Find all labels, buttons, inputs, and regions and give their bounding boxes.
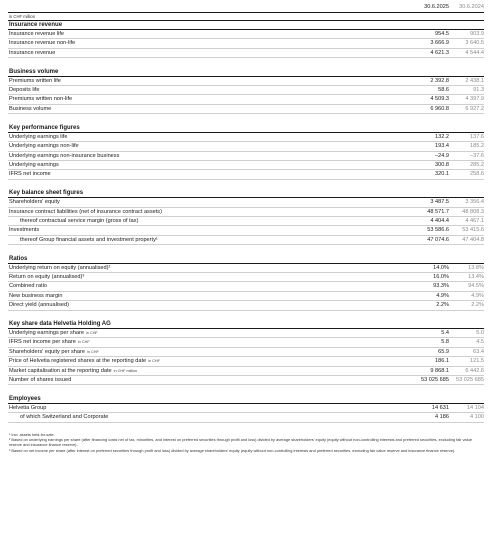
row-label-text: Insurance revenue non-life	[9, 40, 76, 47]
row-label	[8, 152, 419, 160]
row-label-text: Combined ratio	[9, 283, 47, 290]
unit-label: in CHF million	[8, 13, 484, 21]
table-row	[8, 95, 484, 104]
row-label	[8, 301, 419, 309]
section-gap	[8, 311, 484, 321]
row-label-text: Price of Helvetia registered shares at the reporting date	[9, 358, 147, 365]
value-2025: 53 586.6	[427, 227, 449, 234]
value-2024: 6 442.6	[465, 367, 484, 374]
row-label-text: Underlying earnings non-life	[9, 143, 79, 150]
table-row	[8, 49, 484, 58]
section-gap	[8, 385, 484, 395]
value-2025: 2 392.8	[430, 77, 449, 84]
row-label-text: Underlying return on equity (annualised)²	[9, 264, 111, 271]
section-title: Key share data Helvetia Holding AG	[8, 320, 484, 329]
value-2025: 9 868.1	[430, 367, 449, 374]
row-label-text: Premiums written life	[9, 77, 61, 84]
row-label	[8, 208, 419, 216]
row-label	[8, 142, 419, 150]
table-row	[8, 329, 484, 338]
table-row	[8, 86, 484, 95]
value-2024: 4.9%	[471, 292, 484, 299]
row-label	[8, 236, 419, 244]
sections-container	[8, 21, 484, 423]
value-2024: –37.6	[470, 152, 484, 159]
row-label-text: thereof contractual service margin (gross of tax)	[20, 217, 139, 224]
row-label-text: Number of shares issued	[9, 377, 72, 384]
column-header-row	[8, 3, 484, 13]
value-2025: 58.6	[438, 87, 449, 94]
row-label-text: IFRS net income per share	[9, 339, 76, 346]
value-2025: 132.2	[435, 133, 449, 140]
row-label-text: Underlying earnings	[9, 161, 59, 168]
row-label	[8, 170, 419, 178]
table-row	[8, 39, 484, 48]
value-2025: 2.2%	[436, 302, 449, 309]
table-row	[8, 404, 484, 413]
value-2025: 3 487.5	[430, 199, 449, 206]
row-label	[8, 95, 419, 103]
value-2025: 16.0%	[433, 274, 449, 281]
column-header-2024: 30.6.2024	[459, 4, 484, 10]
value-2024: 53 415.6	[462, 227, 484, 234]
table-row	[8, 264, 484, 273]
value-2024: 4.5	[476, 339, 484, 346]
section-title: Ratios	[8, 255, 484, 264]
row-label	[8, 86, 419, 94]
row-label-text: Deposits life	[9, 87, 40, 94]
value-2025: 4.9%	[436, 292, 449, 299]
row-label	[8, 292, 419, 300]
row-unit: in CHF	[85, 331, 98, 336]
value-2024: 48 808.3	[462, 208, 484, 215]
row-label	[8, 376, 419, 384]
value-2024: 121.5	[470, 358, 484, 365]
row-label-text: Underlying earnings non-insurance business	[9, 152, 120, 159]
section-gap	[8, 180, 484, 190]
value-2024: 2 438.1	[465, 77, 484, 84]
row-label-text: IFRS net income	[9, 171, 51, 178]
row-unit: in CHF	[87, 349, 99, 354]
row-label-text: Direct yield (annualised)	[9, 302, 70, 309]
table-row	[8, 77, 484, 86]
value-2024: 4 100	[470, 414, 484, 421]
value-2024: 3 356.4	[465, 199, 484, 206]
row-label	[8, 77, 419, 85]
value-2025: 53 025 685	[421, 377, 449, 384]
value-2024: 185.2	[470, 143, 484, 150]
table-row	[8, 30, 484, 39]
table-row	[8, 282, 484, 291]
key-figures-page	[8, 0, 484, 453]
table-row	[8, 133, 484, 142]
value-2025: 320.1	[435, 171, 449, 178]
table-row	[8, 142, 484, 151]
row-label-text: Market capitalisation at the reporting date	[9, 367, 112, 374]
row-label	[8, 39, 419, 47]
value-2025: 5.4	[441, 330, 449, 337]
value-2024: 13.8%	[468, 264, 484, 271]
value-2024: 3 640.5	[465, 40, 484, 47]
table-row	[8, 170, 484, 179]
value-2024: 4 544.4	[465, 49, 484, 56]
section-title: Insurance revenue	[8, 21, 484, 30]
table-row	[8, 292, 484, 301]
table-row	[8, 161, 484, 170]
value-2025: 300.8	[435, 161, 449, 168]
table-row	[8, 348, 484, 357]
row-label	[8, 49, 419, 57]
row-label	[8, 217, 419, 225]
table-row	[8, 273, 484, 282]
value-2025: 48 571.7	[427, 208, 449, 215]
value-2024: 285.2	[470, 161, 484, 168]
value-2024: 47 404.8	[462, 236, 484, 243]
value-2025: 4 404.4	[430, 217, 449, 224]
row-unit: in CHF	[77, 340, 90, 345]
row-label	[8, 273, 419, 281]
value-2025: 14.0%	[433, 264, 449, 271]
table-row	[8, 152, 484, 161]
table-row	[8, 357, 484, 366]
row-label	[8, 198, 419, 206]
row-label	[8, 367, 419, 375]
value-2024: 63.4	[473, 348, 484, 355]
value-2025: 6 960.8	[430, 105, 449, 112]
row-label-text: Insurance revenue	[9, 49, 56, 56]
value-2024: 14 104	[466, 404, 484, 411]
row-label	[8, 133, 419, 141]
value-2025: 186.1	[435, 358, 449, 365]
value-2025: 4 186	[435, 414, 449, 421]
table-row	[8, 338, 484, 347]
value-2024: 53 025 685	[456, 377, 484, 384]
table-row	[8, 367, 484, 376]
row-label	[8, 404, 419, 412]
row-label	[8, 264, 419, 272]
table-row	[8, 105, 484, 114]
row-unit: in CHF million	[113, 368, 138, 373]
footnote: ¹ Incl. assets held-for-sale.	[9, 431, 55, 437]
section-gap	[8, 58, 484, 68]
table-row	[8, 226, 484, 235]
column-header-2025: 30.6.2025	[424, 4, 449, 10]
row-label-text: Business volume	[9, 105, 52, 112]
section-title: Key performance figures	[8, 124, 484, 133]
value-2024: 94.5%	[468, 283, 484, 290]
row-label	[8, 357, 419, 365]
row-label-text: New business margin	[9, 292, 63, 299]
value-2024: 5.0	[476, 330, 484, 337]
footnote: ³ Based on net income per share (after interest on preferred securities through profit and loss) divided by average shareholders' equity (equity without non-controlling interests and preferred securities, excluding fair value reserve and insurance finance reserve).	[9, 447, 456, 453]
row-label-text: Underlying earnings per share	[9, 330, 84, 337]
row-label	[8, 105, 419, 113]
value-2025: 4 509.3	[430, 96, 449, 103]
row-label-text: Underlying earnings life	[9, 133, 68, 140]
row-label-text: of which Switzerland and Corporate	[20, 414, 109, 421]
value-2024: 4 467.1	[465, 217, 484, 224]
row-label-text: Shareholders' equity per share	[9, 348, 86, 355]
table-row	[8, 198, 484, 207]
value-2025: 3 666.9	[430, 40, 449, 47]
value-2025: 193.4	[435, 143, 449, 150]
row-label-text: Investments	[9, 227, 40, 234]
table-row	[8, 376, 484, 385]
table-row	[8, 217, 484, 226]
table-row	[8, 208, 484, 217]
value-2024: 2.2%	[471, 302, 484, 309]
value-2025: –24.9	[435, 152, 449, 159]
row-unit: in CHF	[148, 359, 160, 364]
row-label	[8, 348, 419, 356]
row-label-text: Shareholders' equity	[9, 199, 60, 206]
row-label	[8, 30, 419, 38]
row-label	[8, 329, 419, 337]
value-2024: 258.6	[470, 171, 484, 178]
row-label	[8, 282, 419, 290]
value-2025: 954.5	[435, 30, 449, 37]
row-label-text: Premiums written non-life	[9, 96, 73, 103]
section-gap	[8, 245, 484, 255]
row-label-text: Return on equity (annualised)³	[9, 274, 85, 281]
value-2025: 47 074.6	[427, 236, 449, 243]
row-label	[8, 338, 419, 346]
value-2025: 4 621.3	[430, 49, 449, 56]
table-row	[8, 301, 484, 310]
section-title: Business volume	[8, 68, 484, 77]
value-2024: 91.3	[473, 87, 484, 94]
value-2025: 93.3%	[433, 283, 449, 290]
table-row	[8, 413, 484, 422]
row-label	[8, 161, 419, 169]
row-label	[8, 226, 419, 234]
value-2024: 6 927.2	[465, 105, 484, 112]
row-label-text: Insurance contract liabilities (net of insurance contract assets)	[9, 208, 162, 215]
row-label-text: Helvetia Group	[9, 404, 47, 411]
row-label-text: thereof Group financial assets and investment property¹	[20, 236, 158, 243]
value-2025: 5.8	[441, 339, 449, 346]
value-2024: 903.9	[470, 30, 484, 37]
row-label-text: Insurance revenue life	[9, 30, 65, 37]
footnotes	[8, 432, 477, 453]
footnote: ² Based on underlying earnings per share (after financing costs net of tax, minorities, and interest on preferred securities through profit and loss) divided by average shareholders' equity (equity without non-controlling interests and preferred securities, excluding fair value reserve and insurance finance reserve).	[9, 437, 472, 448]
row-label	[8, 413, 419, 421]
section-title: Key balance sheet figures	[8, 189, 484, 198]
table-row	[8, 236, 484, 245]
value-2025: 14 631	[431, 404, 449, 411]
value-2024: 137.6	[470, 133, 484, 140]
value-2024: 13.4%	[468, 274, 484, 281]
value-2024: 4 397.9	[465, 96, 484, 103]
value-2025: 65.9	[438, 348, 449, 355]
section-gap	[8, 114, 484, 124]
section-title: Employees	[8, 395, 484, 404]
